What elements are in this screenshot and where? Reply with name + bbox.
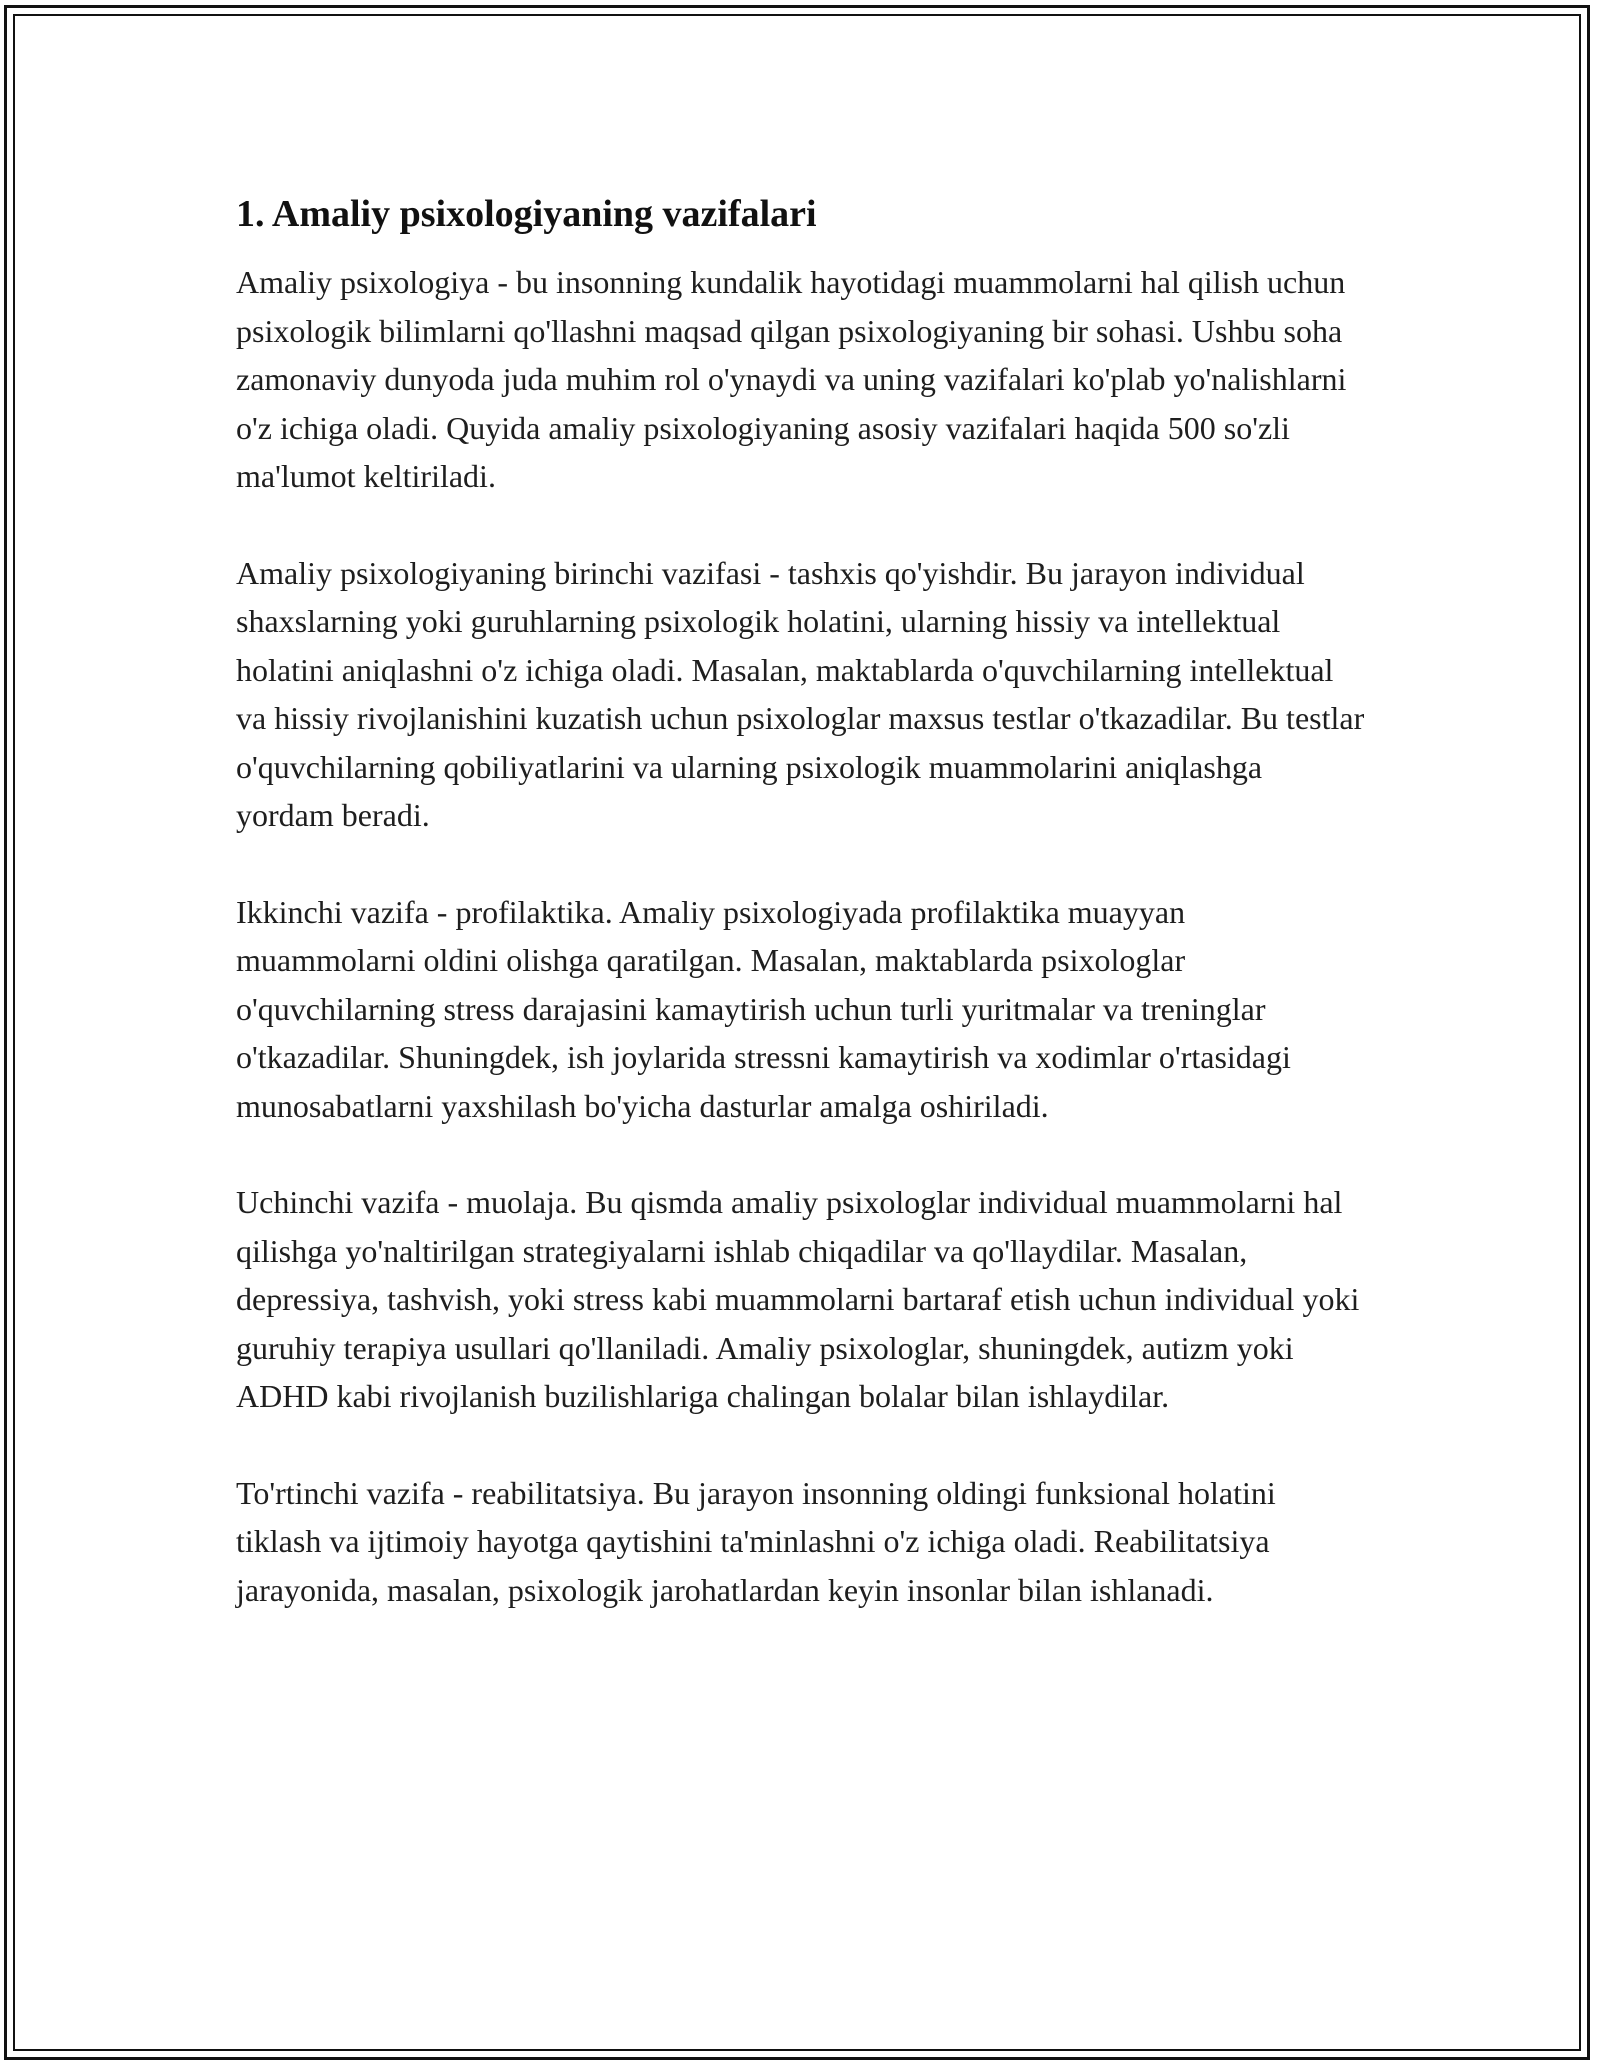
- paragraph-prevention: Ikkinchi vazifa - profilaktika. Amaliy psixologiyada profilaktika muayyan muammolarni oldini olishga qaratilgan. Masalan, maktablarda psixologlar o'quvchilarning stress darajasini kamaytirish uchun turli yuritmalar va treninglar o'tkazadilar. Shuningdek, ish joylarida stressni kamaytirish va xodimlar o'rtasidagi munosabatlarni yaxshilash bo'yicha dasturlar amalga oshiriladi.: [236, 893, 1291, 1124]
- paragraph-introduction: Amaliy psixologiya - bu insonning kundalik hayotidagi muammolarni hal qilish uchun psixologik bilimlarni qo'llashni maqsad qilgan psixologiyaning bir sohasi. Ushbu soha zamonaviy dunyoda juda muhim rol o'ynaydi va uning vazifalari ko'plab yo'nalishlarni o'z ichiga oladi. Quyida amaliy psixologiyaning asosiy vazifalari haqida 500 so'zli ma'lumot keltiriladi.: [236, 264, 1347, 494]
- paragraph-rehabilitation: To'rtinchi vazifa - reabilitatsiya. Bu jarayon insonning oldingi funksional holatini tiklash va ijtimoiy hayotga qaytishini ta'minlashni o'z ichiga oladi. Reabilitatsiya jarayonida, masalan, psixologik jarohatlardan keyin insonlar bilan ishlanadi.: [236, 1474, 1276, 1608]
- document-body: [236, 190, 1366, 1662]
- paragraph-treatment: Uchinchi vazifa - muolaja. Bu qismda amaliy psixologlar individual muammolarni hal qilishga yo'naltirilgan strategiyalarni ishlab chiqadilar va qo'llaydilar. Masalan, depressiya, tashvish, yoki stress kabi muammolarni bartaraf etish uchun individual yoki guruhiy terapiya usullari qo'llaniladi. Amaliy psixologlar, shuningdek, autizm yoki ADHD kabi rivojlanish buzilishlariga chalingan bolalar bilan ishlaydilar.: [236, 1184, 1360, 1414]
- paragraph-diagnosis: Amaliy psixologiyaning birinchi vazifasi - tashxis qo'yishdir. Bu jarayon individual shaxslarning yoki guruhlarning psixologik holatini, ularning hissiy va intellektual holatini aniqlashni o'z ichiga oladi. Masalan, maktablarda o'quvchilarning intellektual va hissiy rivojlanishini kuzatish uchun psixologlar maxsus testlar o'tkazadilar. Bu testlar o'quvchilarning qobiliyatlarini va ularning psixologik muammolarini aniqlashga yordam beradi.: [236, 554, 1365, 833]
- section-heading: 1. Amaliy psixologiyaning vazifalari: [236, 193, 817, 235]
